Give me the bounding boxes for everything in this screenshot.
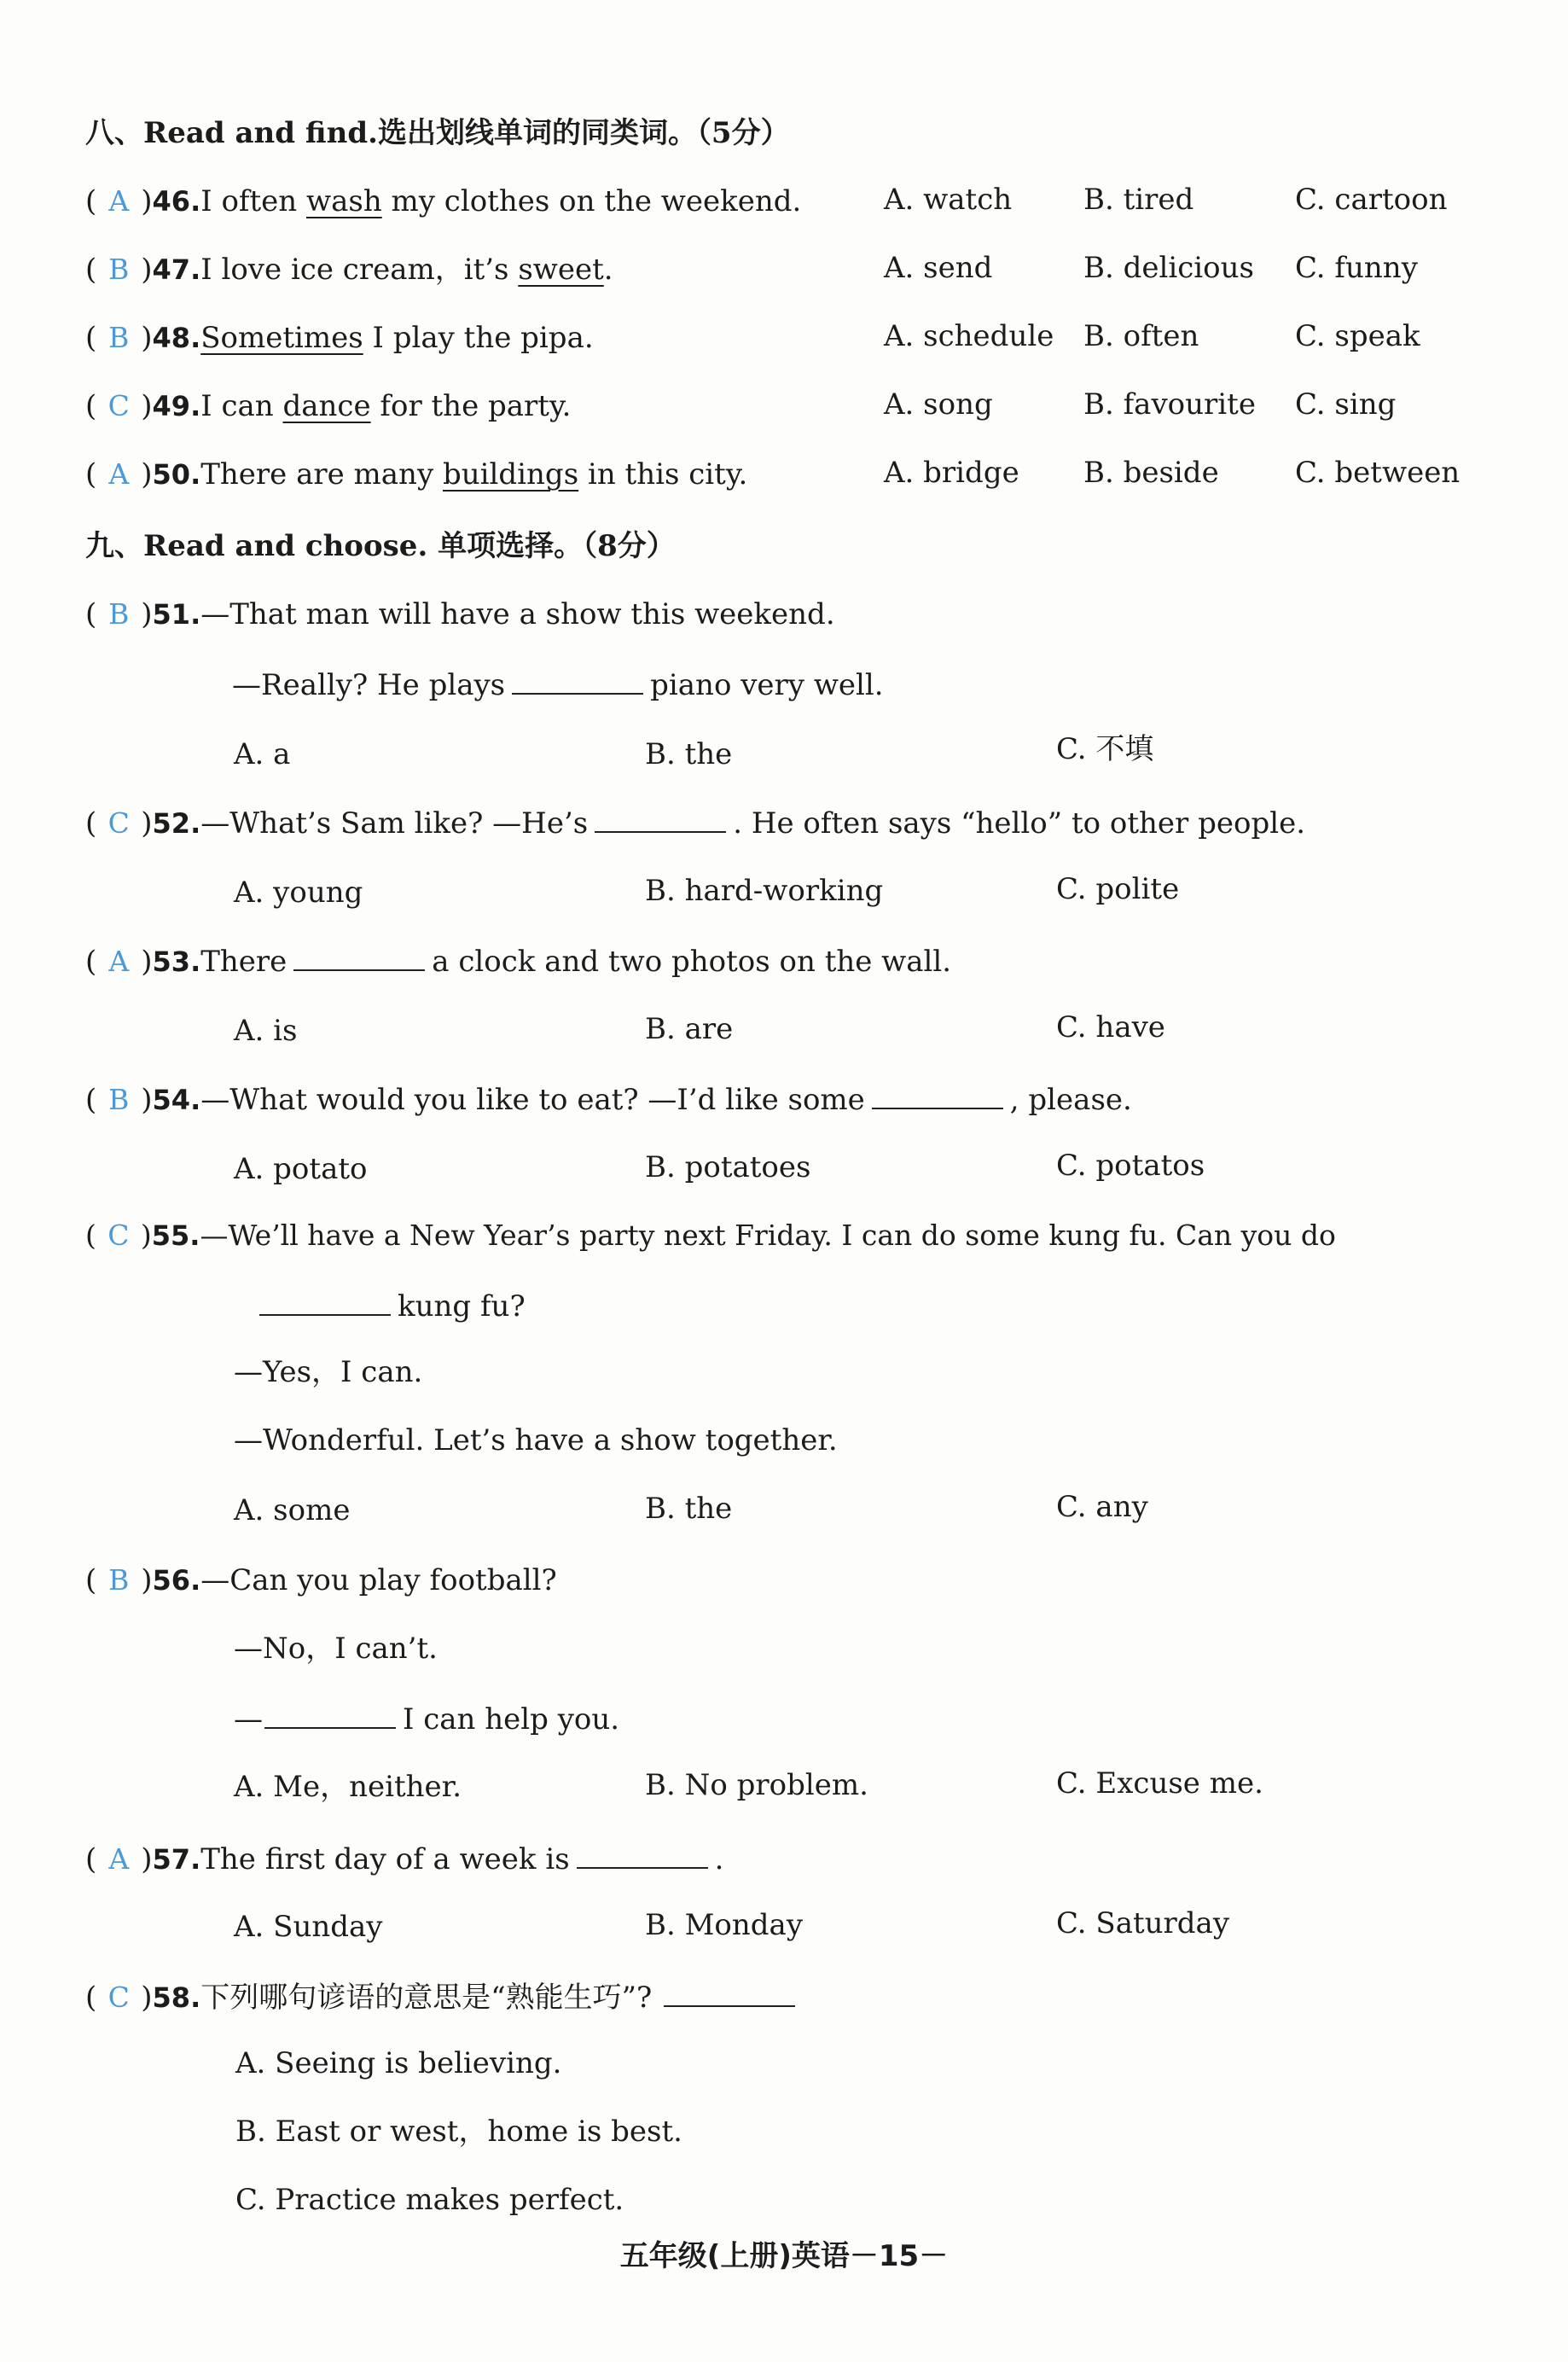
stem-post: . [714,1842,724,1876]
option-55-c: C. any [1056,1490,1148,1524]
section-9-title: 九、Read and choose. 单项选择。（8分） [85,529,676,563]
option-57-a: A. Sunday [234,1910,383,1944]
number-56: 56. [152,1564,201,1597]
answer-53: A [108,945,130,978]
question-48: ( B )48.Sometimes I play the pipa. [85,321,594,355]
option-48-a: A. schedule [884,319,1054,353]
stem-pre: I can [200,389,283,423]
option-50-c: C. between [1295,456,1461,490]
option-58-c: C. Practice makes perfect. [235,2183,624,2217]
number-52: 52. [152,807,201,840]
stem-pre: I often [200,184,306,218]
number-48: 48. [152,322,201,354]
underlined-word: Sometimes [200,321,363,355]
answer-blank [512,664,643,695]
dialogue-line: kung fu? [398,1289,526,1324]
dialogue-line: —Really? He plays [232,668,506,702]
stem-post: . [603,253,613,287]
dialogue-line: —That man will have a show this weekend. [200,597,835,631]
option-58-b: B. East or west，home is best. [235,2115,682,2149]
question-46: ( A )46.I often wash my clothes on the weekend. [85,184,802,218]
underlined-word: dance [282,389,371,423]
dialogue-line: — [234,1702,263,1737]
number-55: 55. [151,1219,200,1252]
option-50-b: B. beside [1083,456,1219,490]
option-47-c: C. funny [1295,251,1418,285]
section-8-title: 八、Read and find.选出划线单词的同类词。（5分） [85,116,790,150]
question-51: ( B )51.—That man will have a show this weekend. [85,597,835,631]
question-55: ( C )55.—We’ll have a New Year’s party next Friday. I can do some kung fu. Can you do [85,1217,1336,1254]
stem-pre: —What would you like to eat? —I’d like some [200,1083,865,1117]
page-footer: 五年级(上册)英语－15－ [619,2239,949,2273]
option-53-b: B. are [645,1012,734,1046]
option-57-c: C. Saturday [1056,1906,1230,1940]
answer-51: B [108,597,130,631]
question-58: ( C )58.下列哪句谚语的意思是“熟能生巧”? [85,1976,802,2016]
answer-48: B [108,321,130,354]
option-57-b: B. Monday [645,1908,804,1942]
number-54: 54. [152,1084,201,1116]
option-52-c: C. polite [1056,872,1180,906]
stem-post: for the party. [370,389,572,423]
question-56: ( B )56.—Can you play football? [85,1563,557,1597]
option-56-c: C. Excuse me. [1056,1766,1263,1801]
option-47-a: A. send [884,251,993,285]
number-47: 47. [152,253,201,286]
dialogue-line: —We’ll have a New Year’s party next Friday. I can do some kung fu. Can you do [200,1219,1336,1252]
question-47: ( B )47.I love ice cream，it’s sweet. [85,253,613,287]
option-56-a: A. Me，neither. [234,1770,462,1804]
number-53: 53. [152,945,201,978]
option-49-a: A. song [884,387,993,422]
stem-post: I play the pipa. [363,321,594,355]
option-56-b: B. No problem. [645,1768,868,1802]
option-50-a: A. bridge [884,456,1019,490]
answer-blank [872,1079,1003,1109]
option-55-a: A. some [234,1493,351,1527]
question-55-line2 [259,1285,526,1325]
question-49: ( C )49.I can dance for the party. [85,389,572,423]
answer-blank [595,802,726,833]
option-52-a: A. young [234,876,363,910]
answer-54: B [108,1083,130,1116]
question-55-line4: —Wonderful. Let’s have a show together. [234,1423,838,1457]
stem-post: a clock and two photos on the wall. [432,945,952,979]
stem-post: in this city. [578,457,748,492]
underlined-word: sweet [518,253,604,287]
answer-blank [293,940,425,971]
answer-blank [259,1285,391,1316]
number-46: 46. [152,185,201,218]
option-54-a: A. potato [234,1152,368,1186]
number-57: 57. [152,1843,201,1876]
underlined-word: buildings [442,457,579,492]
option-53-a: A. is [234,1014,298,1048]
option-55-b: B. the [645,1492,733,1526]
stem-pre: The first day of a week is [200,1842,570,1876]
stem-pre: There [200,945,287,979]
question-57: ( A )57.The first day of a week is . [85,1838,723,1878]
stem-pre: There are many [200,457,443,492]
option-46-c: C. cartoon [1295,183,1448,217]
option-58-a: A. Seeing is believing. [235,2046,562,2080]
question-53: ( A )53.There a clock and two photos on the wall. [85,940,951,980]
dialogue-line: piano very well. [650,668,884,702]
option-48-b: B. often [1083,319,1199,353]
stem-post: my clothes on the weekend. [381,184,802,218]
option-47-b: B. delicious [1083,251,1254,285]
option-51-a: A. a [234,737,291,771]
number-51: 51. [152,598,201,631]
answer-blank [664,1976,795,2007]
question-54: ( B )54.—What would you like to eat? —I’d like some , please. [85,1079,1132,1119]
question-52: ( C )52.—What’s Sam like? —He’s . He often says “hello” to other people. [85,802,1305,842]
question-55-line3: —Yes，I can. [234,1355,423,1389]
option-53-c: C. have [1056,1010,1165,1044]
answer-50: A [108,457,130,491]
number-49: 49. [152,390,201,422]
underlined-word: wash [306,184,382,218]
question-56-line3 [234,1698,619,1738]
option-46-a: A. watch [884,183,1013,217]
answer-49: C [107,389,130,422]
option-49-b: B. favourite [1083,387,1256,422]
answer-blank [577,1838,708,1869]
stem-post: , please. [1009,1083,1132,1117]
dialogue-line: —Can you play football? [200,1563,557,1597]
answer-47: B [108,253,130,286]
stem-pre: —What’s Sam like? —He’s [200,806,589,841]
answer-55: C [107,1219,130,1252]
option-49-c: C. sing [1295,387,1397,422]
option-52-b: B. hard-working [645,874,884,908]
question-56-line2: —No，I can’t. [234,1632,438,1666]
option-54-c: C. potatos [1056,1149,1205,1183]
option-48-c: C. speak [1295,319,1420,353]
answer-58: C [107,1981,130,2014]
stem-text: 下列哪句谚语的意思是“熟能生巧”? [200,1981,653,2015]
answer-56: B [108,1563,130,1597]
number-58: 58. [152,1981,201,2014]
question-51-line2 [232,664,884,704]
stem-post: . He often says “hello” to other people. [733,806,1306,841]
option-51-b: B. the [645,737,733,771]
stem-pre: I love ice cream，it’s [200,253,519,287]
option-51-c: C. 不填 [1056,732,1154,766]
dialogue-line: I can help you. [403,1702,620,1737]
answer-46: A [108,184,130,218]
option-46-b: B. tired [1083,183,1194,217]
number-50: 50. [152,458,201,491]
answer-57: A [108,1842,130,1876]
answer-52: C [107,806,130,840]
question-50: ( A )50.There are many buildings in this city. [85,457,748,492]
answer-blank [264,1698,396,1729]
option-54-b: B. potatoes [645,1150,811,1184]
